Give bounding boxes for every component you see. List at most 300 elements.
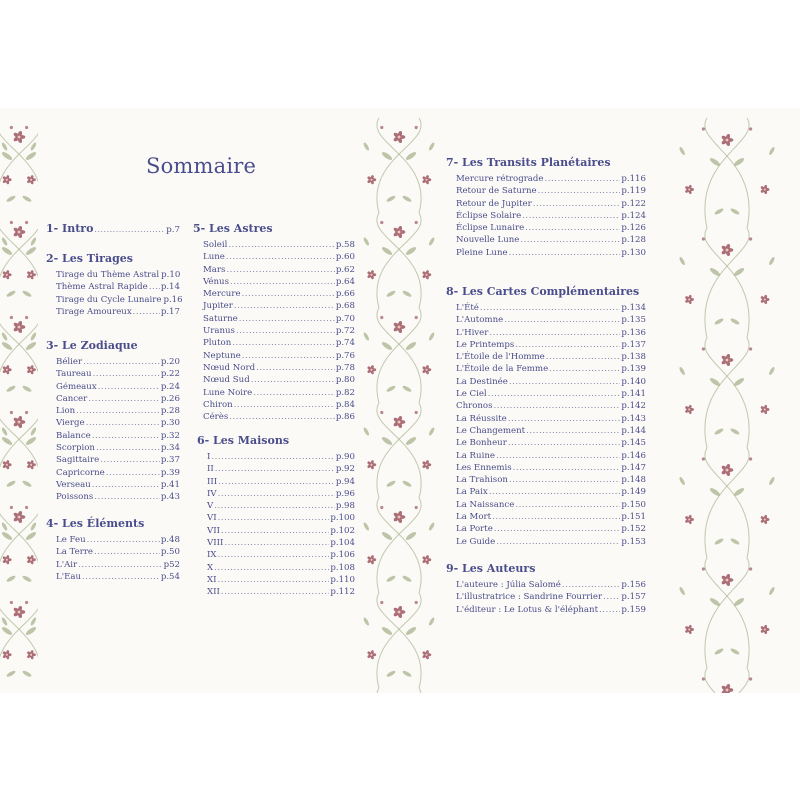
dot-leader bbox=[508, 437, 621, 449]
dot-leader bbox=[149, 281, 160, 293]
toc-entry[interactable] bbox=[193, 300, 355, 312]
toc-entry[interactable] bbox=[193, 276, 355, 288]
toc-entry[interactable] bbox=[46, 454, 180, 466]
toc-entry[interactable] bbox=[197, 488, 355, 500]
toc-entry[interactable] bbox=[46, 559, 180, 571]
entry-label: La Mort bbox=[456, 512, 492, 523]
entry-label: Jupiter bbox=[203, 301, 233, 312]
dot-leader bbox=[94, 223, 165, 237]
toc-entry[interactable] bbox=[446, 437, 646, 449]
leaf-icon bbox=[386, 575, 397, 583]
toc-entry[interactable] bbox=[46, 381, 180, 393]
entry-label: Lune Noire bbox=[203, 387, 253, 398]
page-number: p.128 bbox=[621, 235, 646, 246]
flower-icon bbox=[393, 130, 406, 143]
leaf-icon bbox=[714, 537, 725, 545]
leaf-icon bbox=[6, 195, 17, 203]
toc-entry[interactable] bbox=[46, 430, 180, 442]
toc-entry[interactable] bbox=[446, 523, 646, 535]
dot-leader bbox=[221, 586, 329, 598]
entry-label: Chronos bbox=[456, 401, 493, 412]
flower-icon bbox=[422, 460, 431, 470]
toc-entry[interactable] bbox=[46, 294, 183, 306]
leaf-icon bbox=[363, 522, 370, 532]
toc-entry[interactable] bbox=[446, 579, 646, 591]
page-number: p.130 bbox=[621, 247, 646, 258]
toc-entry[interactable] bbox=[193, 288, 355, 300]
page-number: p.16 bbox=[163, 294, 183, 305]
toc-entry[interactable] bbox=[197, 451, 355, 463]
entry-label: La Réussite bbox=[456, 413, 507, 424]
page-number: p.138 bbox=[621, 352, 646, 363]
dot-leader bbox=[234, 399, 335, 411]
toc-entry[interactable] bbox=[46, 281, 180, 293]
entry-label: Nœud Nord bbox=[203, 362, 256, 373]
leaf-icon bbox=[1, 341, 13, 352]
dot-leader bbox=[226, 264, 334, 276]
toc-entry[interactable] bbox=[446, 363, 646, 375]
toc-entry[interactable] bbox=[446, 185, 646, 197]
page-number: p.146 bbox=[621, 450, 646, 461]
toc-entry[interactable] bbox=[46, 393, 180, 405]
page-number: p.124 bbox=[621, 210, 646, 221]
entry-label: L'Eau bbox=[56, 571, 82, 582]
leaf-icon bbox=[405, 626, 417, 637]
dot-leader bbox=[236, 325, 335, 337]
leaf-icon bbox=[709, 267, 721, 278]
dot-leader bbox=[488, 388, 621, 400]
dot-leader bbox=[218, 574, 330, 586]
page-number: p.135 bbox=[621, 315, 646, 326]
page-number: p.150 bbox=[621, 499, 646, 510]
flower-icon bbox=[367, 650, 376, 660]
entry-label: Saturne bbox=[203, 313, 238, 324]
floral-band-left bbox=[0, 108, 38, 693]
dot-leader bbox=[251, 374, 335, 386]
leaf-icon bbox=[363, 332, 370, 342]
entry-label: Retour de Saturne bbox=[456, 186, 537, 197]
page-number: p.80 bbox=[335, 375, 355, 386]
leaf-icon bbox=[405, 246, 417, 257]
entry-label: Retour de Jupiter bbox=[456, 198, 532, 209]
dot-leader bbox=[98, 381, 160, 393]
entry-label: II bbox=[207, 464, 214, 475]
page-number: p.116 bbox=[621, 174, 646, 184]
dot-leader bbox=[76, 405, 160, 417]
toc-entry[interactable] bbox=[197, 562, 355, 574]
toc-entry[interactable] bbox=[46, 571, 180, 583]
flower-icon bbox=[721, 133, 734, 146]
toc-entry[interactable] bbox=[446, 222, 646, 234]
page-number: p.122 bbox=[621, 198, 646, 209]
toc-entry[interactable] bbox=[446, 511, 646, 523]
leaf-icon bbox=[363, 142, 370, 152]
dot-leader bbox=[218, 488, 335, 500]
page-number: p.20 bbox=[160, 357, 180, 367]
toc-entry[interactable] bbox=[446, 173, 646, 185]
page-number: p.149 bbox=[621, 487, 646, 498]
flower-icon bbox=[26, 650, 35, 660]
page-number: p.72 bbox=[335, 326, 355, 337]
page-number: p.144 bbox=[621, 425, 646, 436]
toc-entry[interactable] bbox=[46, 442, 180, 454]
leaf-icon bbox=[405, 341, 417, 352]
toc-entry[interactable] bbox=[446, 351, 646, 363]
toc-entry[interactable] bbox=[446, 474, 646, 486]
toc-entry[interactable] bbox=[46, 356, 180, 368]
toc-entry[interactable] bbox=[193, 264, 355, 276]
page-number: p.110 bbox=[330, 574, 355, 585]
toc-entry[interactable] bbox=[46, 417, 180, 429]
leaf-icon bbox=[402, 480, 413, 488]
entry-label: Chiron bbox=[203, 399, 233, 410]
leaf-icon bbox=[402, 575, 413, 583]
toc-entry[interactable] bbox=[193, 362, 355, 374]
page-number: p.142 bbox=[621, 401, 646, 412]
toc-entry[interactable] bbox=[446, 604, 646, 616]
dot-leader bbox=[100, 454, 160, 466]
entry-label: Gémeaux bbox=[56, 381, 97, 392]
leaf-icon bbox=[363, 617, 370, 627]
page-number: p.58 bbox=[335, 240, 355, 250]
flower-icon bbox=[26, 270, 35, 280]
entry-label: La Terre bbox=[56, 547, 94, 558]
leaf-icon bbox=[386, 480, 397, 488]
page-number: p.68 bbox=[335, 301, 355, 312]
dot-leader bbox=[218, 512, 330, 524]
flower-icon bbox=[422, 175, 431, 185]
leaf-icon bbox=[402, 195, 413, 203]
flower-icon bbox=[13, 225, 26, 238]
page-number: p.143 bbox=[621, 413, 646, 424]
entry-label: Pluton bbox=[203, 338, 232, 349]
leaf-icon bbox=[730, 317, 741, 325]
flower-icon bbox=[685, 295, 694, 305]
page-number: p.43 bbox=[160, 492, 180, 503]
flower-icon bbox=[13, 605, 26, 618]
flower-icon bbox=[2, 650, 11, 660]
leaf-icon bbox=[22, 480, 33, 488]
leaf-icon bbox=[709, 487, 721, 498]
entry-label: Les Ennemis bbox=[456, 462, 512, 473]
leaf-icon bbox=[678, 256, 685, 266]
toc-entry[interactable] bbox=[46, 491, 180, 503]
dot-leader bbox=[87, 534, 160, 546]
dot-leader bbox=[492, 511, 620, 523]
toc-entry[interactable] bbox=[46, 479, 180, 491]
toc-entry[interactable] bbox=[197, 549, 355, 561]
flower-icon bbox=[721, 683, 734, 693]
dot-leader bbox=[215, 463, 335, 475]
entry-label: Neptune bbox=[203, 350, 241, 361]
flower-icon bbox=[367, 365, 376, 375]
toc-entry[interactable] bbox=[193, 325, 355, 337]
flower-icon bbox=[393, 320, 406, 333]
leaf-icon bbox=[768, 586, 775, 596]
flower-icon bbox=[367, 175, 376, 185]
toc-entry[interactable] bbox=[446, 210, 646, 222]
toc-entry[interactable] bbox=[46, 534, 180, 546]
entry-label: Verseau bbox=[56, 479, 91, 490]
page-number: p.145 bbox=[621, 438, 646, 449]
entry-label: VI bbox=[207, 513, 217, 524]
entry-label: Nœud Sud bbox=[203, 375, 250, 386]
toc-entry[interactable] bbox=[446, 339, 646, 351]
page-number: p.151 bbox=[621, 512, 646, 523]
toc-entry[interactable] bbox=[193, 411, 355, 423]
dot-leader bbox=[599, 604, 620, 616]
dot-leader bbox=[94, 491, 160, 503]
section-maisons bbox=[197, 434, 355, 599]
leaf-icon bbox=[22, 385, 33, 393]
flower-icon bbox=[13, 510, 26, 523]
toc-entry[interactable] bbox=[446, 400, 646, 412]
toc-entry[interactable] bbox=[446, 327, 646, 339]
page-number: p.10 bbox=[161, 270, 181, 280]
section-heading: 4- Les Éléments bbox=[46, 517, 145, 530]
dot-leader bbox=[78, 559, 162, 571]
page-number: p.82 bbox=[335, 387, 355, 398]
flower-icon bbox=[760, 625, 769, 635]
floral-band-right bbox=[668, 108, 786, 693]
flower-icon bbox=[422, 650, 431, 660]
leaf-icon bbox=[678, 586, 685, 596]
dot-leader bbox=[234, 300, 335, 312]
page-number: p.37 bbox=[160, 455, 180, 466]
toc-entry[interactable] bbox=[193, 387, 355, 399]
toc-entry[interactable] bbox=[46, 546, 180, 558]
leaf-icon bbox=[25, 626, 37, 637]
leaf-icon bbox=[405, 151, 417, 162]
leaf-icon bbox=[25, 151, 37, 162]
leaf-icon bbox=[709, 597, 721, 608]
dot-leader bbox=[229, 411, 335, 423]
dot-leader bbox=[83, 356, 160, 368]
page-number: p.32 bbox=[160, 430, 180, 441]
toc-entry[interactable] bbox=[46, 269, 180, 281]
flower-icon bbox=[393, 415, 406, 428]
page-number: p.106 bbox=[330, 550, 355, 561]
entry-label: Mars bbox=[203, 264, 226, 275]
page-number: p.70 bbox=[335, 313, 355, 324]
dot-leader bbox=[489, 486, 621, 498]
dot-leader bbox=[86, 417, 160, 429]
entry-label: Éclipse Lunaire bbox=[456, 223, 525, 234]
leaf-icon bbox=[428, 427, 435, 437]
leaf-icon bbox=[1, 531, 13, 542]
page-number: p.156 bbox=[621, 580, 646, 590]
entry-label: Tirage Amoureux bbox=[56, 306, 132, 317]
toc-entry[interactable] bbox=[446, 425, 646, 437]
section-intro bbox=[46, 222, 180, 237]
toc-entry[interactable] bbox=[46, 222, 180, 237]
dot-leader bbox=[133, 306, 160, 318]
entry-label: La Paix bbox=[456, 487, 488, 498]
toc-entry[interactable] bbox=[446, 536, 646, 548]
entry-label: Vierge bbox=[56, 418, 85, 429]
toc-entry[interactable] bbox=[197, 574, 355, 586]
dot-leader bbox=[496, 450, 620, 462]
section-zodiaque bbox=[46, 339, 180, 504]
page-number: p.7 bbox=[166, 225, 180, 235]
entry-label: Le Feu bbox=[56, 535, 86, 545]
flower-icon bbox=[2, 365, 11, 375]
entry-label: L'Étoile de l'Homme bbox=[456, 352, 545, 363]
dot-leader bbox=[533, 198, 621, 210]
leaf-icon bbox=[6, 480, 17, 488]
toc-entry[interactable] bbox=[193, 337, 355, 349]
flower-icon bbox=[422, 365, 431, 375]
toc-entry[interactable] bbox=[197, 586, 355, 598]
leaf-icon bbox=[428, 237, 435, 247]
flower-icon bbox=[367, 460, 376, 470]
section-astres bbox=[193, 222, 355, 423]
toc-entry[interactable] bbox=[446, 450, 646, 462]
flower-icon bbox=[393, 605, 406, 618]
flower-icon bbox=[422, 555, 431, 565]
leaf-icon bbox=[678, 476, 685, 486]
page-number: p.74 bbox=[335, 338, 355, 349]
dot-leader bbox=[526, 425, 620, 437]
dot-leader bbox=[480, 302, 620, 314]
toc-entry[interactable] bbox=[197, 476, 355, 488]
dot-leader bbox=[94, 546, 160, 558]
flower-icon bbox=[721, 353, 734, 366]
page-number: p.104 bbox=[330, 538, 355, 549]
entry-label: Tirage du Cycle Lunaire bbox=[56, 294, 162, 305]
toc-entry[interactable] bbox=[193, 251, 355, 263]
dot-leader bbox=[253, 387, 335, 399]
section-heading: 7- Les Transits Planétaires bbox=[446, 156, 611, 169]
entry-label: Nouvelle Lune bbox=[456, 235, 520, 246]
toc-entry[interactable] bbox=[46, 405, 180, 417]
toc-entry[interactable] bbox=[193, 374, 355, 386]
page-number: p.14 bbox=[160, 282, 180, 293]
entry-label: Cancer bbox=[56, 393, 88, 404]
section-heading: 9- Les Auteurs bbox=[446, 562, 536, 575]
page-number: p.84 bbox=[335, 399, 355, 410]
dot-leader bbox=[218, 476, 335, 488]
page-number: p.92 bbox=[335, 464, 355, 475]
entry-label: L'Air bbox=[56, 559, 78, 570]
section-heading: 8- Les Cartes Complémentaires bbox=[446, 285, 640, 298]
page-number: p.134 bbox=[621, 303, 646, 313]
leaf-icon bbox=[768, 146, 775, 156]
toc-entry[interactable] bbox=[446, 591, 646, 603]
toc-entry[interactable] bbox=[197, 512, 355, 524]
toc-entry[interactable] bbox=[446, 499, 646, 511]
entry-label: III bbox=[207, 476, 218, 487]
page-number: p.152 bbox=[621, 524, 646, 535]
toc-entry[interactable] bbox=[446, 388, 646, 400]
flower-icon bbox=[422, 270, 431, 280]
toc-entry[interactable] bbox=[46, 368, 180, 380]
toc-entry[interactable] bbox=[446, 486, 646, 498]
entry-label: Pleine Lune bbox=[456, 247, 508, 258]
leaf-icon bbox=[730, 647, 741, 655]
leaf-icon bbox=[25, 436, 37, 447]
entry-label: Lune bbox=[203, 252, 225, 263]
toc-entry[interactable] bbox=[446, 302, 646, 314]
dot-leader bbox=[538, 185, 621, 197]
leaf-icon bbox=[22, 195, 33, 203]
toc-entry[interactable] bbox=[193, 313, 355, 325]
section-heading: 1- Intro bbox=[46, 222, 94, 235]
flower-icon bbox=[760, 515, 769, 525]
flower-icon bbox=[721, 573, 734, 586]
entry-label: La Destinée bbox=[456, 376, 508, 387]
page-number: p.153 bbox=[621, 536, 646, 547]
dot-leader bbox=[218, 549, 330, 561]
flower-icon bbox=[393, 510, 406, 523]
leaf-icon bbox=[428, 142, 435, 152]
dot-leader bbox=[520, 234, 620, 246]
leaf-icon bbox=[402, 385, 413, 393]
entry-label: VIII bbox=[207, 538, 224, 549]
leaf-icon bbox=[386, 385, 397, 393]
toc-entry[interactable] bbox=[46, 306, 180, 318]
leaf-icon bbox=[768, 256, 775, 266]
toc-entry[interactable] bbox=[446, 376, 646, 388]
flower-icon bbox=[685, 185, 694, 195]
page-number: p.24 bbox=[160, 381, 180, 392]
toc-entry[interactable] bbox=[197, 463, 355, 475]
leaf-icon bbox=[386, 195, 397, 203]
flower-icon bbox=[685, 625, 694, 635]
entry-label: Vénus bbox=[203, 276, 229, 287]
toc-entry[interactable] bbox=[446, 413, 646, 425]
leaf-icon bbox=[363, 237, 370, 247]
toc-entry[interactable] bbox=[197, 500, 355, 512]
page-number: p.66 bbox=[335, 289, 355, 300]
entry-label: I bbox=[207, 452, 211, 462]
toc-entry[interactable] bbox=[446, 247, 646, 259]
entry-label: L'Étoile de la Femme bbox=[456, 364, 549, 375]
toc-entry[interactable] bbox=[193, 239, 355, 251]
dot-leader bbox=[509, 474, 620, 486]
leaf-icon bbox=[678, 146, 685, 156]
leaf-icon bbox=[733, 597, 745, 608]
page-number: p.136 bbox=[621, 327, 646, 338]
toc-entry[interactable] bbox=[193, 399, 355, 411]
flower-icon bbox=[685, 405, 694, 415]
toc-entry[interactable] bbox=[446, 314, 646, 326]
entry-label: Bélier bbox=[56, 357, 83, 367]
entry-label: Le Guide bbox=[456, 536, 496, 547]
toc-entry[interactable] bbox=[446, 462, 646, 474]
page-number: p.108 bbox=[330, 562, 355, 573]
section-tirages bbox=[46, 252, 183, 318]
leaf-icon bbox=[733, 157, 745, 168]
toc-entry[interactable] bbox=[446, 234, 646, 246]
toc-entry[interactable] bbox=[193, 350, 355, 362]
toc-entry[interactable] bbox=[197, 525, 355, 537]
page-number: p.140 bbox=[621, 376, 646, 387]
toc-entry[interactable] bbox=[46, 467, 180, 479]
dot-leader bbox=[214, 562, 329, 574]
dot-leader bbox=[603, 591, 620, 603]
toc-entry[interactable] bbox=[446, 198, 646, 210]
toc-entry[interactable] bbox=[197, 537, 355, 549]
leaf-icon bbox=[22, 575, 33, 583]
leaf-icon bbox=[405, 436, 417, 447]
dot-leader bbox=[82, 571, 160, 583]
leaf-icon bbox=[428, 617, 435, 627]
flower-icon bbox=[2, 175, 11, 185]
section-heading: 2- Les Tirages bbox=[46, 252, 133, 265]
leaf-icon bbox=[714, 427, 725, 435]
entry-label: Sagittaire bbox=[56, 455, 100, 466]
